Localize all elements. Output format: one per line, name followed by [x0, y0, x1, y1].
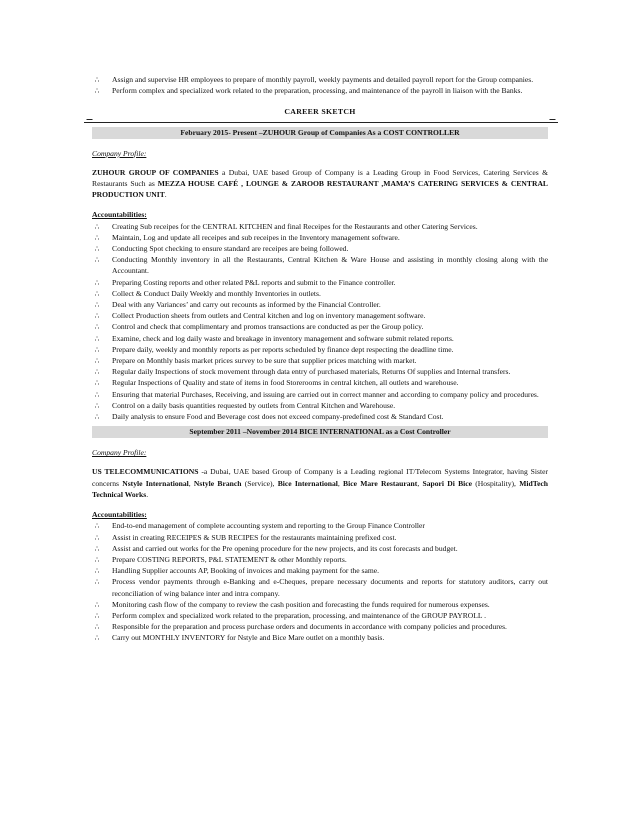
- list-item: ∴ Perform complex and specialized work related to the preparation, processing, and maintenance of the payroll in liaison with the Banks.: [92, 85, 548, 96]
- list-item: ∴ Daily analysis to ensure Food and Beverage cost does not exceed company-predefined cost & Standard Cost.: [92, 411, 548, 422]
- list-item: ∴ Deal with any Variances’ and carry out recounts as informed by the Financial Controller.: [92, 299, 548, 310]
- bullet-icon: ∴: [94, 255, 100, 265]
- bullet-icon: ∴: [94, 244, 100, 254]
- list-item: ∴ Control on a daily basis quantities requested by outlets from Central Kitchen and Warehouse.: [92, 400, 548, 411]
- bullet-icon: ∴: [94, 610, 100, 620]
- job2-accountabilities-list: [92, 520, 548, 643]
- job2-header: September 2011 –November 2014 BICE INTERNATIONAL as a Cost Controller: [92, 426, 548, 438]
- payroll-duties-list: [92, 74, 548, 96]
- bullet-icon: ∴: [94, 300, 100, 310]
- list-item: ∴ Preparing Costing reports and other related P&L reports and submit to the Finance controller.: [92, 277, 548, 288]
- bullet-icon: ∴: [94, 75, 100, 84]
- job2-profile-text: US TELECOMMUNICATIONS -a Dubai, UAE based Group of Company is a Leading regional IT/Telecom Systems Integrator, having Sister concerns Nstyle International, Nstyle Branch (Service), Bice International, Bice Mare Restaurant, Sapori Di Bice (Hospitality), MidTech Technical Works.: [92, 467, 549, 499]
- bullet-icon: ∴: [94, 543, 100, 553]
- bullet-icon: ∴: [94, 633, 100, 643]
- bullet-icon: ∴: [94, 86, 100, 96]
- list-item: ∴ Maintain, Log and update all receipes and sub receipes in the Inventory management software.: [92, 232, 548, 243]
- bullet-icon: ∴: [94, 400, 100, 410]
- list-item: ∴ Conducting Spot checking to ensure standard are receipes are being followed.: [92, 243, 548, 254]
- job2-accountabilities-label: Accountabilities:: [92, 510, 147, 520]
- list-item: ∴ Monitoring cash flow of the company to review the cash position and forecasting the funds required for numerous expenses.: [92, 599, 548, 610]
- bullet-icon: ∴: [94, 532, 100, 542]
- bullet-icon: ∴: [94, 288, 100, 298]
- bullet-icon: ∴: [94, 221, 100, 231]
- bullet-icon: ∴: [94, 344, 100, 354]
- bullet-icon: ∴: [94, 577, 100, 587]
- bullet-icon: ∴: [94, 356, 100, 366]
- list-item: ∴ Perform complex and specialized work related to the preparation, processing, and maintenance of the GROUP PAYROLL .: [92, 610, 548, 621]
- list-item: ∴ End-to-end management of complete accounting system and reporting to the Group Finance Controller: [92, 520, 548, 531]
- bullet-icon: ∴: [94, 367, 100, 377]
- job1-header: February 2015- Present –ZUHOUR Group of Companies As a COST CONTROLLER: [92, 127, 548, 139]
- job1-accountabilities-list: [92, 221, 548, 423]
- list-item: ∴ Collect & Conduct Daily Weekly and monthly Inventories in outlets.: [92, 288, 548, 299]
- resume-page: [92, 74, 548, 644]
- list-item: ∴ Regular Inspections of Quality and state of items in food Storerooms in central kitchen, all outlets and warehouse.: [92, 377, 548, 388]
- bullet-icon: ∴: [94, 622, 100, 632]
- list-item: ∴ Carry out MONTHLY INVENTORY for Nstyle and Bice Mare outlet on a monthly basis.: [92, 632, 548, 643]
- list-item: ∴ Process vendor payments through e-Banking and e-Cheques, prepare necessary documents and reports for statutory auditors, carry out reconciliation of wing balance inter and intra company.: [92, 576, 548, 598]
- bullet-icon: ∴: [94, 333, 100, 343]
- list-item: ∴ Creating Sub receipes for the CENTRAL KITCHEN and final Receipes for the Restaurants and other Catering Services.: [92, 221, 548, 232]
- list-item: ∴ Control and check that complimentary and promos transactions are conducted as per the Group policy.: [92, 321, 548, 332]
- career-sketch-heading: CAREER SKETCH: [284, 107, 356, 117]
- list-item: ∴ Prepare COSTING REPORTS, P&L STATEMENT & other Monthly reports.: [92, 554, 548, 565]
- bullet-icon: ∴: [94, 554, 100, 564]
- job1-profile-label: Company Profile:: [92, 148, 147, 158]
- bullet-icon: ∴: [94, 232, 100, 242]
- list-item: ∴ Assist and carried out works for the Pre opening procedure for the new projects, and its cost forecasts and budget.: [92, 543, 548, 554]
- bullet-icon: ∴: [94, 521, 100, 531]
- list-item: ∴ Responsible for the preparation and process purchase orders and documents in accordance with company policies and procedures.: [92, 621, 548, 632]
- bullet-icon: ∴: [94, 566, 100, 576]
- list-item: ∴ Handling Supplier accounts AP, Booking of invoices and making payment for the same.: [92, 565, 548, 576]
- job1-profile-text: ZUHOUR GROUP OF COMPANIES a Dubai, UAE based Group of Company is a Leading Group in Food Services, Catering Services & Restaurants Such as MEZZA HOUSE CAFÉ , LOUNGE & ZAROOB RESTAURANT ,MAMA’S CATERING SERVICES & CENTRAL PRODUCTION UNIT.: [92, 167, 548, 200]
- section-divider: [84, 120, 558, 126]
- list-item: ∴ Collect Production sheets from outlets and Central kitchen and log on inventory management software.: [92, 310, 548, 321]
- list-item: ∴ Conducting Monthly inventory in all the Restaurants, Central Kitchen & Ware House and assisting in monthly closing along with the Accountant.: [92, 254, 548, 276]
- bullet-icon: ∴: [94, 311, 100, 321]
- list-item: ∴ Prepare daily, weekly and monthly reports as per reports scheduled by finance dept respecting the deadline time.: [92, 344, 548, 355]
- bullet-icon: ∴: [94, 277, 100, 287]
- bullet-icon: ∴: [94, 378, 100, 388]
- list-item: ∴ Assist in creating RECEIPES & SUB RECIPES for the restaurants maintaining prefixed cost.: [92, 532, 548, 543]
- list-item: ∴ Prepare on Monthly basis market prices survey to be sure that supplier prices matching with market.: [92, 355, 548, 366]
- list-item: ∴ Assign and supervise HR employees to prepare of monthly payroll, weekly payments and detailed payroll report for the Group companies.: [92, 74, 548, 85]
- bullet-icon: ∴: [94, 389, 100, 399]
- bullet-icon: ∴: [94, 599, 100, 609]
- job1-accountabilities-label: Accountabilities:: [92, 210, 147, 220]
- bullet-icon: ∴: [94, 322, 100, 332]
- bullet-icon: ∴: [94, 412, 100, 422]
- list-item: ∴ Examine, check and log daily waste and breakage in inventory management and software submit related reports.: [92, 333, 548, 344]
- list-item: ∴ Ensuring that material Purchases, Receiving, and issuing are carried out in correct manner and according to company policy and procedures.: [92, 389, 548, 400]
- job2-profile-label: Company Profile:: [92, 448, 147, 458]
- list-item: ∴ Regular daily Inspections of stock movement through data entry of purchased materials, Returns Of supplies and Internal transfers.: [92, 366, 548, 377]
